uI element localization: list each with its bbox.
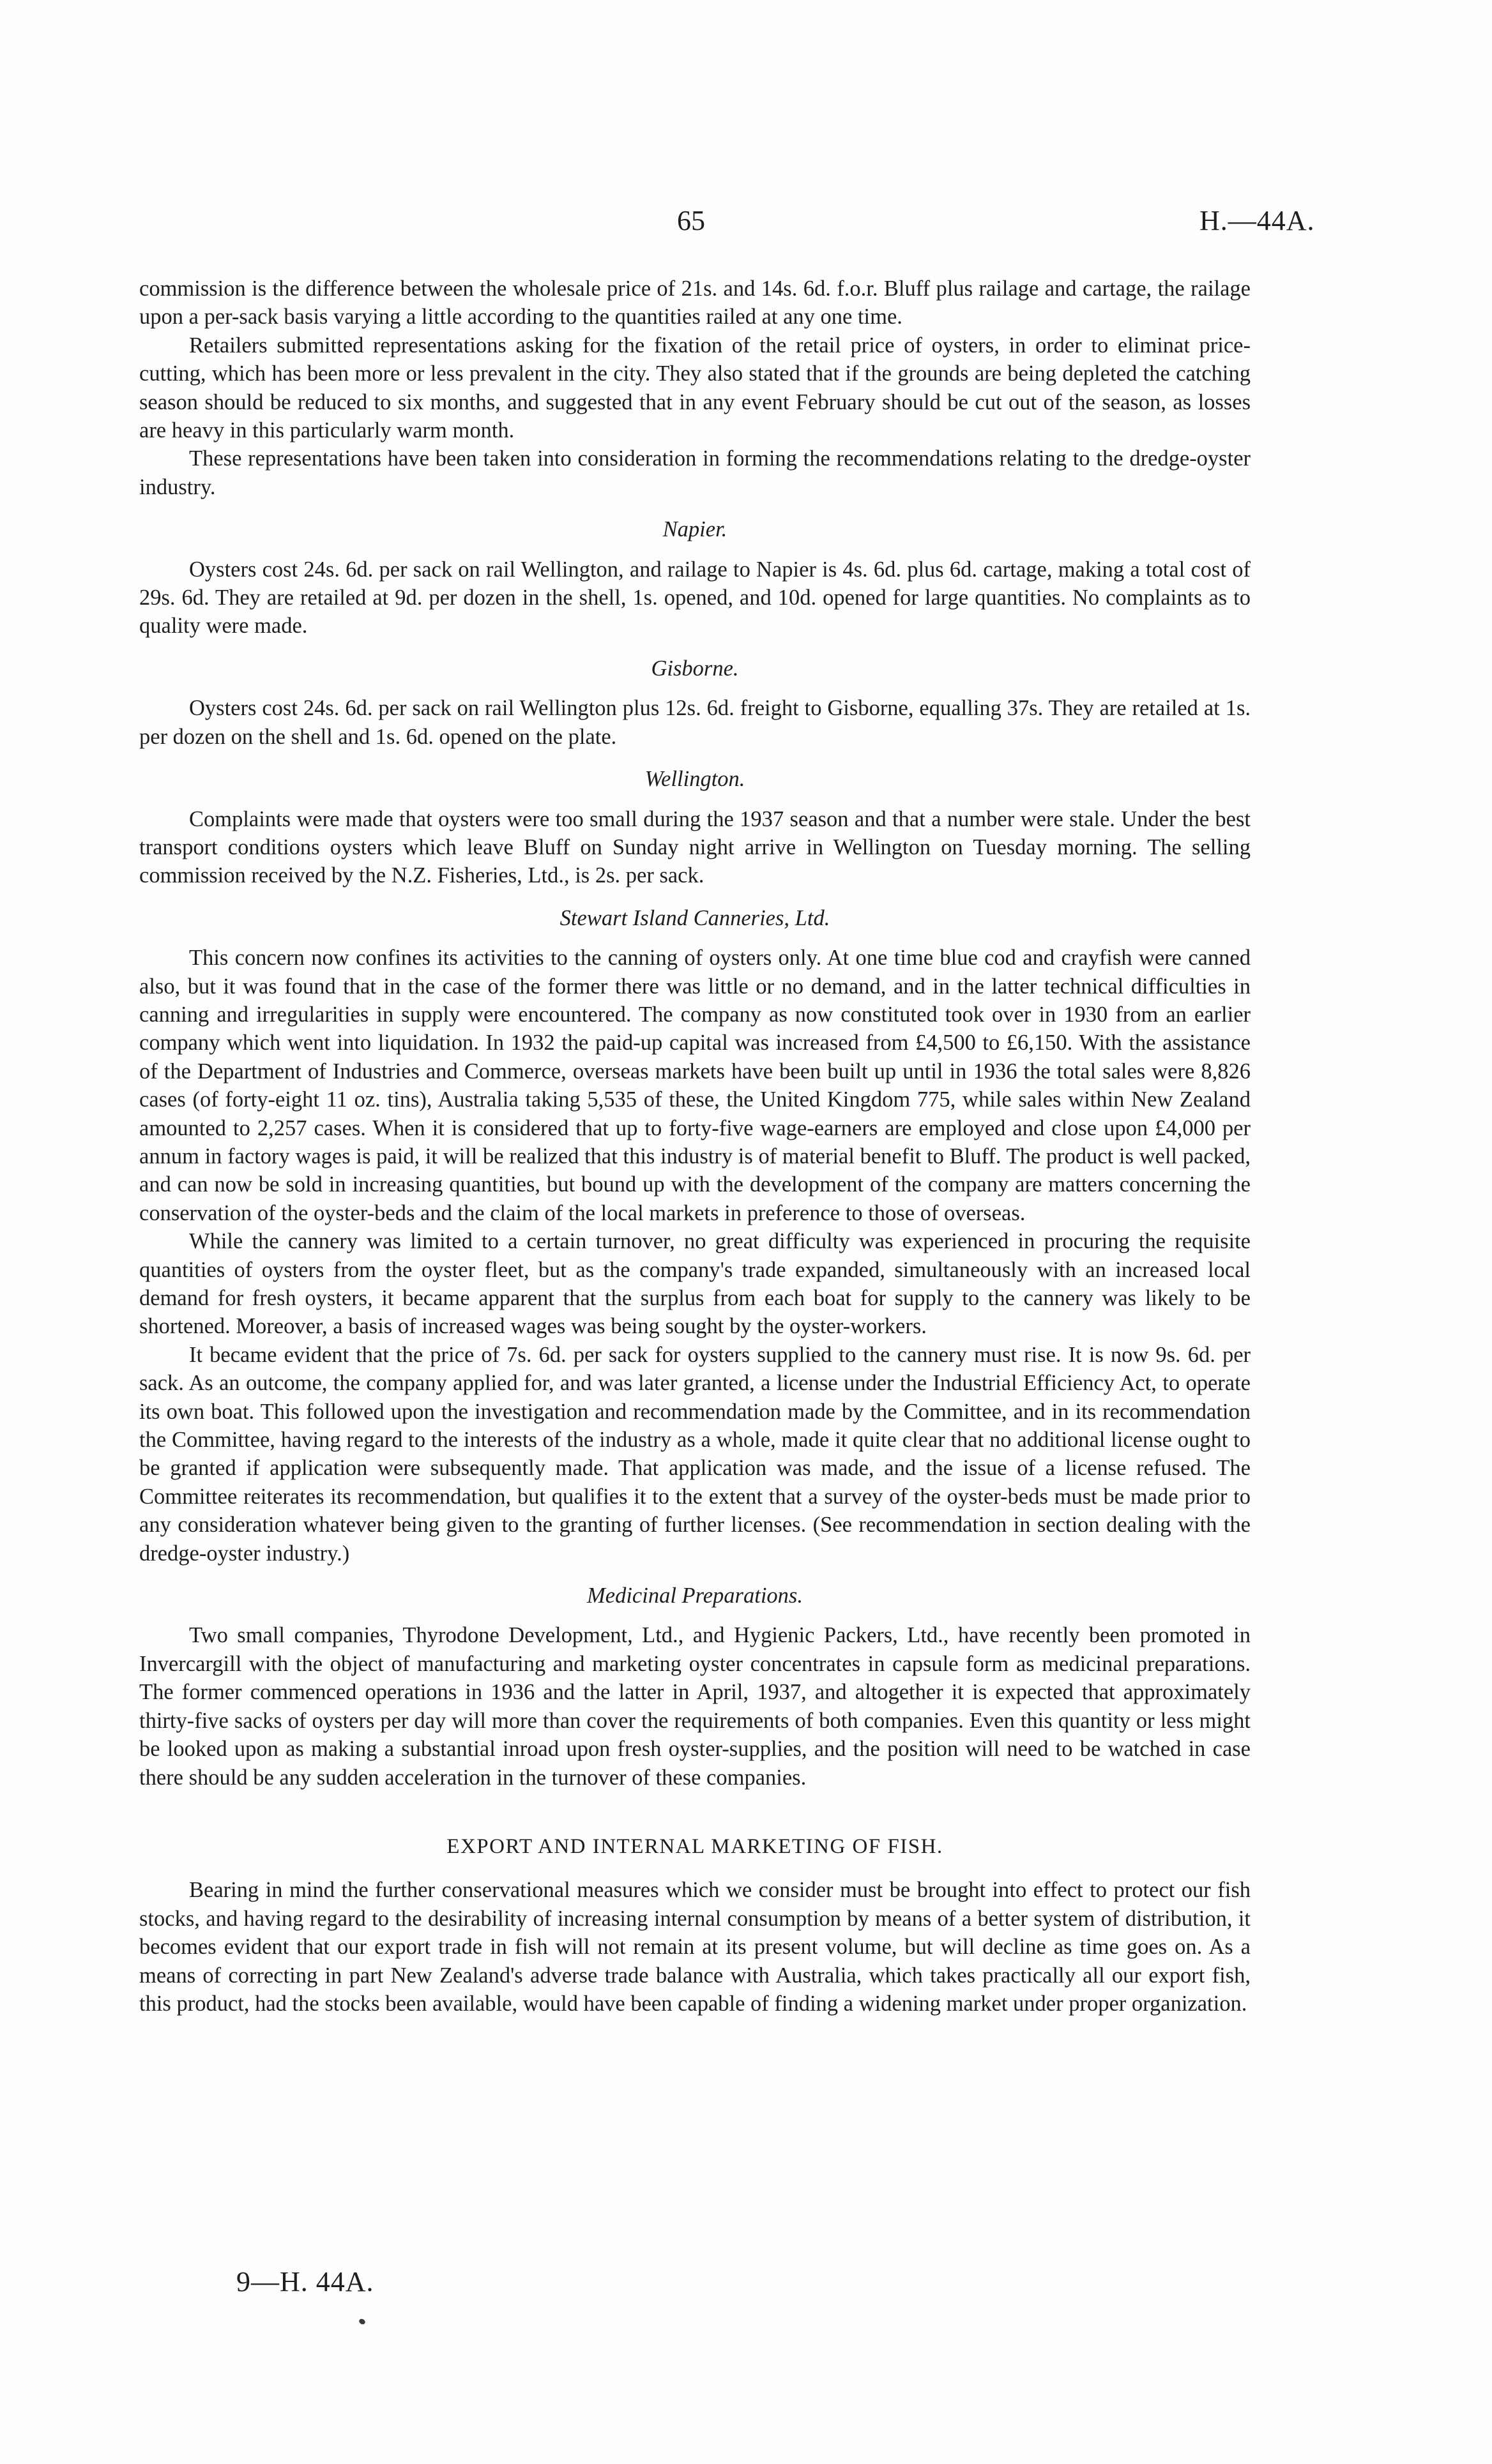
paragraph: commission is the difference between the wholesale price of 21s. and 14s. 6d. f.o.r. Bluff plus railage and cartage, the railage upon a per-sack basis varying a little according to the quantities railed at any one time. [139, 276, 1251, 329]
section-heading-napier: Napier. [662, 517, 727, 542]
sheet-mark: 9—H. 44A. [236, 2266, 374, 2297]
paragraph: It became evident that the price of 7s. 6d. per sack for oysters supplied to the cannery must rise. It is now 9s. 6d. per sack. As an outcome, the company applied for, and was later granted, a license under the Industrial Efficiency Act, to operate its own boat. This followed upon the investigation and recommendation made by the Committee, and in its recommendation the Committee, having regard to the interests of the industry as a whole, made it quite clear that no additional license ought to be granted if application were subsequently made. That application was made, and the issue of a license refused. The Committee reiterates its recommendation, but qualifies it to the extent that a survey of the oyster-beds must be made prior to any consideration whatever being given to the granting of further licenses. (See recommendation in section dealing with the dredge-oyster industry.) [139, 1342, 1251, 1566]
print-speck [358, 2318, 367, 2325]
body-text [139, 275, 1251, 2018]
paragraph: This concern now confines its activities to the canning of oysters only. At one time blue cod and crayfish were canned also, but it was found that in the case of the former there was little or no demand, and in the latter technical difficulties in canning and irregularities in supply were encountered. The company as now constituted took over in 1930 from an earlier company which went into liquidation. In 1932 the paid-up capital was increased from £4,500 to £6,150. With the assistance of the Department of Industries and Commerce, overseas markets have been built up until in 1936 the total sales were 8,826 cases (of forty-eight 11 oz. tins), Australia taking 5,535 of these, the United Kingdom 775, while sales within New Zealand amounted to 2,257 cases. When it is considered that up to forty-five wage-earners are employed and close upon £4,000 per annum in factory wages is paid, it will be realized that this industry is of material benefit to Bluff. The product is well packed, and can now be sold in increasing quantities, but bound up with the development of the company are matters concerning the conservation of the oyster-beds and the claim of the local markets in preference to those of overseas. [139, 946, 1251, 1225]
paragraph: While the cannery was limited to a certain turnover, no great difficulty was experienced in procuring the requisite quantities of oysters from the oyster fleet, but as the company's trade expanded, simultaneously with an increased local demand for fresh oysters, it became apparent that the surplus from each boat for supply to the cannery was likely to be shortened. Moreover, a basis of increased wages was being sought by the oyster-workers. [139, 1229, 1251, 1339]
document-reference: H.—44A. [1199, 205, 1315, 236]
main-heading-export: EXPORT AND INTERNAL MARKETING OF FISH. [446, 1834, 943, 1858]
paragraph: Complaints were made that oysters were too small during the 1937 season and that a number were stale. Under the best transport conditions oysters which leave Bluff on Sunday night arrive in Wellington on Tuesday morning. The selling commission received by the N.Z. Fisheries, Ltd., is 2s. per sack. [139, 806, 1251, 888]
section-heading-medicinal: Medicinal Preparations. [587, 1583, 803, 1608]
page-number: 65 [677, 205, 705, 236]
page-header [0, 204, 1492, 243]
paragraph: Oysters cost 24s. 6d. per sack on rail Wellington plus 12s. 6d. freight to Gisborne, equalling 37s. They are retailed at 1s. per dozen on the shell and 1s. 6d. opened on the plate. [139, 696, 1251, 749]
paragraph: These representations have been taken into consideration in forming the recommendations relating to the dredge-oyster industry. [139, 446, 1251, 499]
paragraph: Bearing in mind the further conservational measures which we consider must be brought into effect to protect our fish stocks, and having regard to the desirability of increasing internal consumption by means of a better system of distribution, it becomes evident that our export trade in fish will not remain at its present volume, but will decline as time goes on. As a means of correcting in part New Zealand's adverse trade balance with Australia, which takes practically all our export fish, this product, had the stocks been available, would have been capable of finding a widening market under proper organization. [139, 1878, 1251, 2016]
section-heading-wellington: Wellington. [644, 767, 745, 792]
section-heading-stewart-island: Stewart Island Canneries, Ltd. [560, 905, 830, 930]
paragraph: Retailers submitted representations asking for the fixation of the retail price of oysters, in order to eliminat price-cutting, which has been more or less prevalent in the city. They also stated that if the grounds are being depleted the catching season should be reduced to six months, and suggested that in any event February should be cut out of the season, as losses are heavy in this particularly warm month. [139, 333, 1251, 443]
section-heading-gisborne: Gisborne. [651, 656, 739, 681]
paragraph: Two small companies, Thyrodone Development, Ltd., and Hygienic Packers, Ltd., have recently been promoted in Invercargill with the object of manufacturing and marketing oyster concentrates in capsule form as medicinal preparations. The former commenced operations in 1936 and the latter in April, 1937, and altogether it is expected that approximately thirty-five sacks of oysters per day will more than cover the requirements of both companies. Even this quantity or less might be looked upon as making a substantial inroad upon fresh oyster-supplies, and the position will need to be watched in case there should be any sudden acceleration in the turnover of these companies. [139, 1623, 1251, 1790]
paragraph: Oysters cost 24s. 6d. per sack on rail Wellington, and railage to Napier is 4s. 6d. plus 6d. cartage, making a total cost of 29s. 6d. They are retailed at 9d. per dozen in the shell, 1s. opened, and 10d. opened for large quantities. No complaints as to quality were made. [139, 557, 1251, 639]
